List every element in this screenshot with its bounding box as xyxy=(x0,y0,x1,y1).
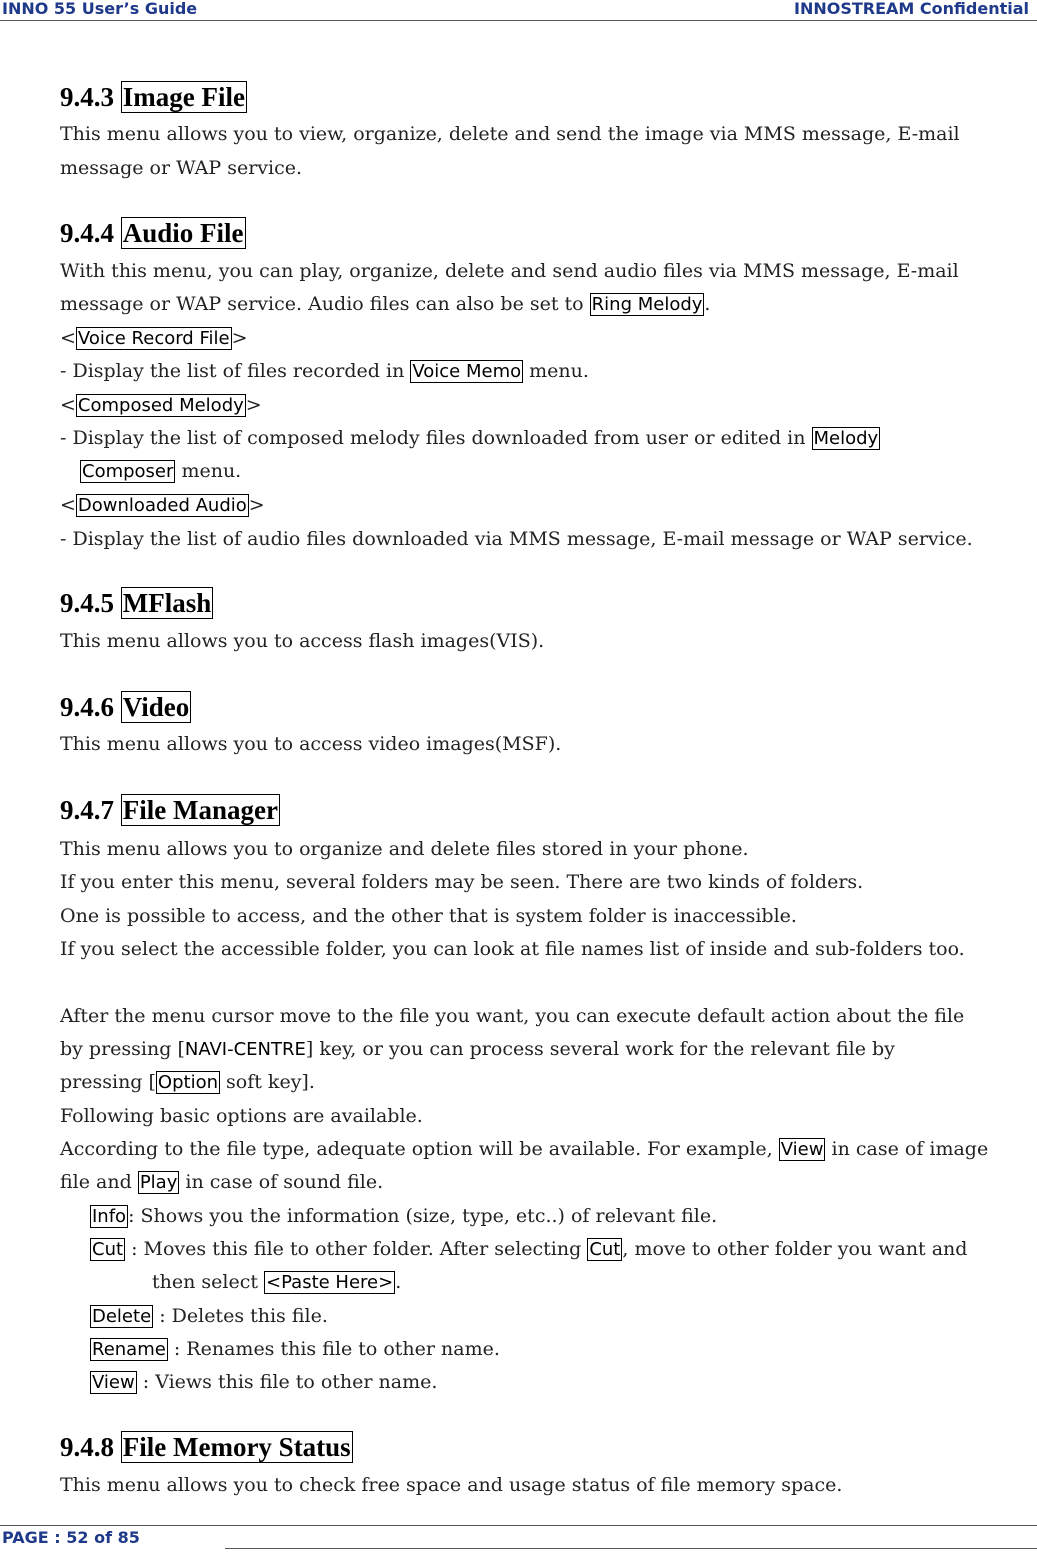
option-desc: : Deletes this file. xyxy=(153,1305,328,1327)
section-number: 9.4.8 xyxy=(60,1432,114,1462)
key-ref-option: Option xyxy=(157,1072,218,1093)
text: - Display the list of files recorded in xyxy=(60,360,411,382)
option-item-cut-continued xyxy=(152,1270,401,1295)
footer-divider xyxy=(225,1548,1037,1549)
heading-9-4-4 xyxy=(60,217,246,249)
heading-9-4-6 xyxy=(60,691,191,723)
subheading-line xyxy=(60,493,265,518)
option-label: Info xyxy=(92,1206,127,1227)
text: menu. xyxy=(175,460,242,482)
section-title: Video xyxy=(122,692,190,722)
text: . xyxy=(704,293,711,315)
paragraph-line xyxy=(60,359,589,384)
text: < xyxy=(60,394,76,416)
paragraph-line xyxy=(60,292,710,317)
paragraph-line: After the menu cursor move to the file you want, you can execute default action about the file xyxy=(60,1005,965,1027)
section-title: File Memory Status xyxy=(122,1432,351,1462)
paragraph-line xyxy=(60,426,880,451)
heading-9-4-5 xyxy=(60,587,213,619)
paragraph-line: This menu allows you to check free space and usage status of file memory space. xyxy=(60,1474,843,1496)
paragraph-line: One is possible to access, and the other that is system folder is inaccessible. xyxy=(60,905,797,927)
subheading-line xyxy=(60,393,262,418)
text: < xyxy=(60,327,76,349)
page-footer xyxy=(0,1525,1037,1552)
option-ref-cut: Cut xyxy=(589,1239,621,1260)
heading-9-4-7 xyxy=(60,794,280,826)
option-ref-paste-here: <Paste Here> xyxy=(266,1272,394,1293)
option-desc: then select xyxy=(152,1271,265,1293)
page-header xyxy=(0,0,1037,21)
paragraph-line xyxy=(60,1037,895,1062)
heading-9-4-8 xyxy=(60,1431,353,1463)
menu-ref-voice-memo: Voice Memo xyxy=(412,361,522,382)
option-item-view xyxy=(90,1370,437,1395)
option-desc: , move to other folder you want and xyxy=(622,1238,968,1260)
menu-ref-voice-record-file: Voice Record File xyxy=(77,328,230,349)
option-desc: : Views this file to other name. xyxy=(136,1371,438,1393)
menu-ref-downloaded-audio: Downloaded Audio xyxy=(77,495,247,516)
paragraph-line xyxy=(80,459,241,484)
option-item-rename xyxy=(90,1337,500,1362)
section-title: File Manager xyxy=(122,795,278,825)
option-desc: : Renames this file to other name. xyxy=(167,1338,500,1360)
paragraph-line: This menu allows you to organize and delete files stored in your phone. xyxy=(60,838,749,860)
paragraph-line: This menu allows you to access video images(MSF). xyxy=(60,733,562,755)
section-number: 9.4.4 xyxy=(60,218,114,248)
text: file and xyxy=(60,1171,138,1193)
section-number: 9.4.5 xyxy=(60,588,114,618)
menu-ref-melody: Melody xyxy=(813,428,879,449)
option-label: Rename xyxy=(92,1339,166,1360)
option-desc: : Moves this file to other folder. After selecting xyxy=(125,1238,588,1260)
section-title: Audio File xyxy=(122,218,244,248)
option-label: View xyxy=(92,1372,135,1393)
text: menu. xyxy=(523,360,589,382)
paragraph-line: This menu allows you to view, organize, delete and send the image via MMS message, E-mail xyxy=(60,123,960,145)
option-ref-play: Play xyxy=(139,1172,178,1193)
section-number: 9.4.3 xyxy=(60,82,114,112)
menu-ref-ring-melody: Ring Melody xyxy=(591,294,703,315)
section-number: 9.4.7 xyxy=(60,795,114,825)
section-title: Image File xyxy=(122,82,245,112)
paragraph-line xyxy=(60,1137,988,1162)
paragraph-line xyxy=(60,1170,383,1195)
text: > xyxy=(248,494,265,516)
subheading-line xyxy=(60,326,248,351)
paragraph-line: This menu allows you to access flash images(VIS). xyxy=(60,630,545,652)
option-item-info xyxy=(90,1204,717,1229)
paragraph-line: With this menu, you can play, organize, delete and send audio files via MMS message, E-mail xyxy=(60,260,959,282)
heading-9-4-3 xyxy=(60,81,247,113)
paragraph-line: Following basic options are available. xyxy=(60,1105,423,1127)
option-label: Delete xyxy=(92,1306,152,1327)
paragraph-line: message or WAP service. xyxy=(60,157,303,179)
text: > xyxy=(245,394,262,416)
text: . xyxy=(395,1271,402,1293)
menu-ref-composer: Composer xyxy=(82,461,174,482)
option-ref-view: View xyxy=(780,1139,824,1160)
text: in case of image xyxy=(825,1138,989,1160)
paragraph-line: If you select the accessible folder, you can look at file names list of inside and sub-folders too. xyxy=(60,938,965,960)
text: pressing [ xyxy=(60,1071,156,1093)
text: message or WAP service. Audio files can also be set to xyxy=(60,293,590,315)
option-item-cut xyxy=(90,1237,967,1262)
header-confidential: INNOSTREAM Confidential xyxy=(794,0,1029,18)
section-title: MFlash xyxy=(122,588,212,618)
menu-ref-composed-melody: Composed Melody xyxy=(77,395,244,416)
text: < xyxy=(60,494,76,516)
text: > xyxy=(231,327,248,349)
key-ref-navi-centre: NAVI-CENTRE xyxy=(184,1039,306,1060)
text: - Display the list of composed melody files downloaded from user or edited in xyxy=(60,427,812,449)
text: by pressing [ xyxy=(60,1038,185,1060)
option-item-delete xyxy=(90,1304,328,1329)
option-label: Cut xyxy=(92,1239,124,1260)
text: in case of sound file. xyxy=(179,1171,384,1193)
paragraph-line xyxy=(60,1070,315,1095)
text: soft key]. xyxy=(220,1071,315,1093)
paragraph-line: - Display the list of audio files downloaded via MMS message, E-mail message or WAP service. xyxy=(60,528,973,550)
header-title: INNO 55 User’s Guide xyxy=(2,0,198,18)
page-number: PAGE : 52 of 85 xyxy=(2,1528,140,1547)
section-number: 9.4.6 xyxy=(60,692,114,722)
option-desc: : Shows you the information (size, type, etc..) of relevant file. xyxy=(128,1205,718,1227)
paragraph-line: If you enter this menu, several folders may be seen. There are two kinds of folders. xyxy=(60,871,864,893)
text: ] key, or you can process several work for the relevant file by xyxy=(305,1038,895,1060)
text: According to the file type, adequate option will be available. For example, xyxy=(60,1138,779,1160)
